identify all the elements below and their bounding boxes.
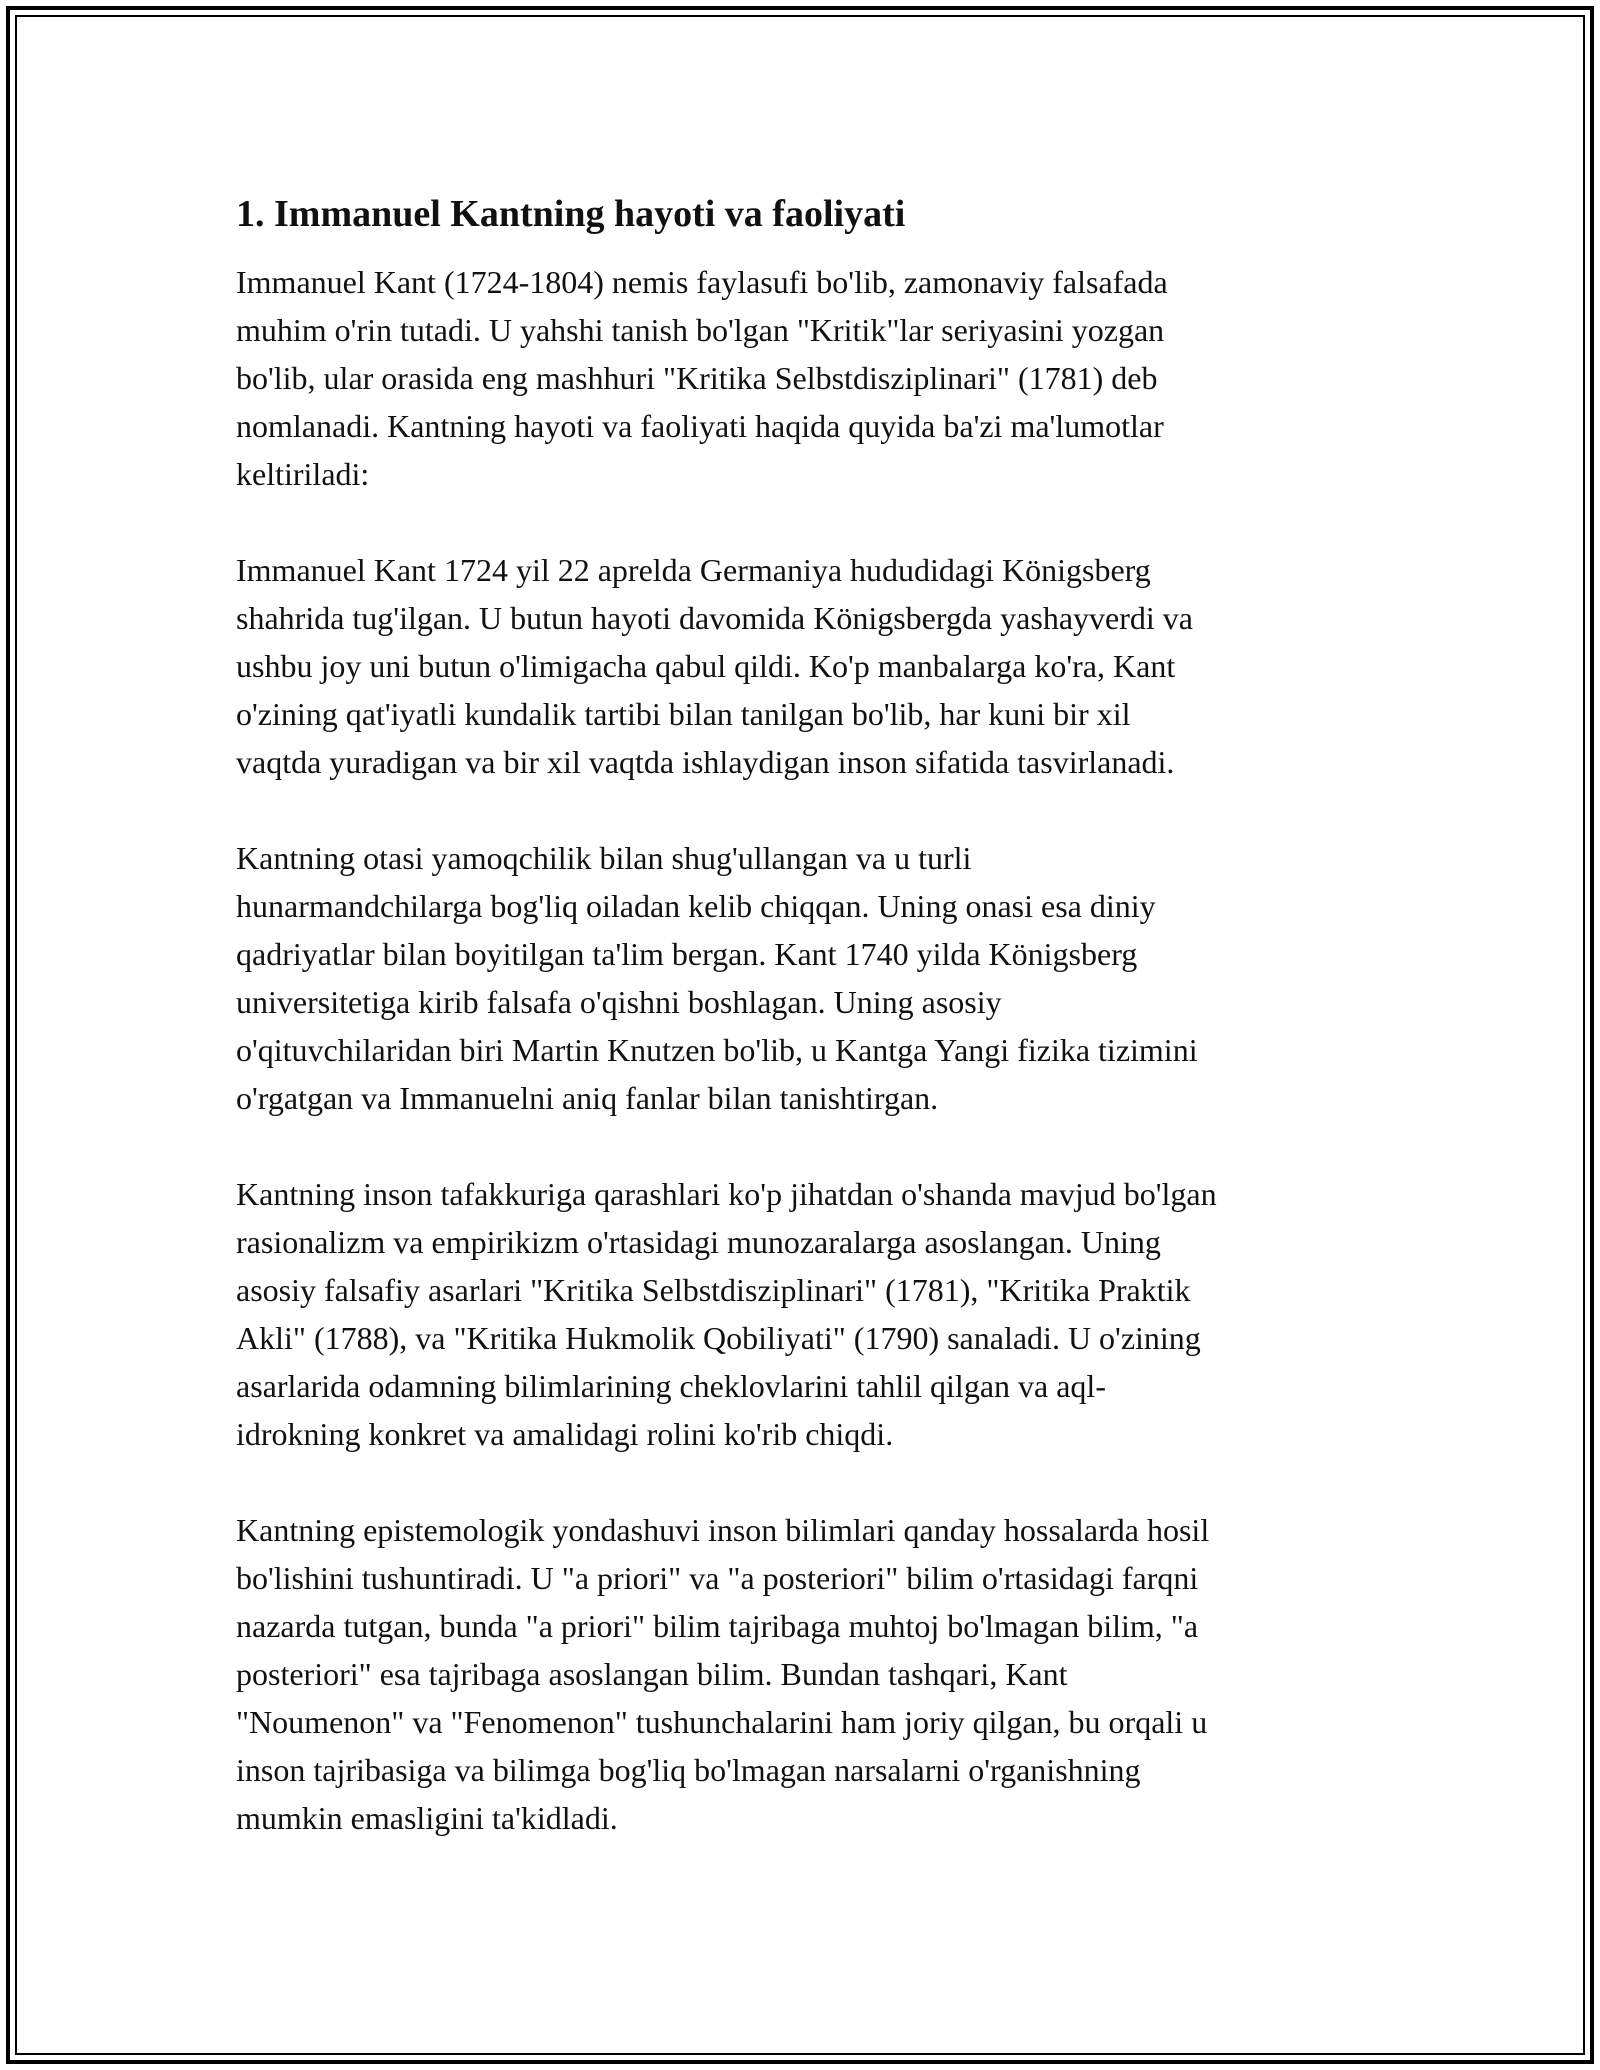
paragraph-intro: [236, 258, 1366, 498]
paragraph-birth: [236, 546, 1366, 786]
text-line: bo'lib, ular orasida eng mashhuri "Kritika Selbstdisziplinari" (1781) deb: [236, 360, 1158, 396]
text-line: hunarmandchilarga bog'liq oiladan kelib chiqqan. Uning onasi esa diniy: [236, 888, 1156, 924]
text-line: "Noumenon" va "Fenomenon" tushunchalarini ham joriy qilgan, bu orqali u: [236, 1704, 1208, 1740]
text-line: nazarda tutgan, bunda "a priori" bilim tajribaga muhtoj bo'lmagan bilim, "a: [236, 1608, 1199, 1644]
text-line: Kantning epistemologik yondashuvi inson bilimlari qanday hossalarda hosil: [236, 1512, 1210, 1548]
section-title: 1. Immanuel Kantning hayoti va faoliyati: [236, 193, 906, 235]
text-line: ushbu joy uni butun o'limigacha qabul qildi. Ko'p manbalarga ko'ra, Kant: [236, 648, 1176, 684]
text-line: vaqtda yuradigan va bir xil vaqtda ishlaydigan inson sifatida tasvirlanadi.: [236, 744, 1175, 780]
text-line: idrokning konkret va amalidagi rolini ko'rib chiqdi.: [236, 1416, 894, 1452]
text-line: mumkin emasligini ta'kidladi.: [236, 1800, 618, 1836]
text-line: Kantning inson tafakkuriga qarashlari ko'p jihatdan o'shanda mavjud bo'lgan: [236, 1176, 1217, 1212]
text-line: rasionalizm va empirikizm o'rtasidagi munozaralarga asoslangan. Uning: [236, 1224, 1161, 1260]
text-line: o'rgatgan va Immanuelni aniq fanlar bilan tanishtirgan.: [236, 1080, 939, 1116]
text-line: posteriori" esa tajribaga asoslangan bilim. Bundan tashqari, Kant: [236, 1656, 1068, 1692]
text-line: universitetiga kirib falsafa o'qishni boshlagan. Uning asosiy: [236, 984, 1002, 1020]
text-line: asarlarida odamning bilimlarining cheklovlarini tahlil qilgan va aql-: [236, 1368, 1106, 1404]
text-line: asosiy falsafiy asarlari "Kritika Selbstdisziplinari" (1781), "Kritika Praktik: [236, 1272, 1191, 1308]
paragraph-works: [236, 1170, 1366, 1458]
text-line: inson tajribasiga va bilimga bog'liq bo'lmagan narsalarni o'rganishning: [236, 1752, 1141, 1788]
text-line: bo'lishini tushuntiradi. U "a priori" va "a posteriori" bilim o'rtasidagi farqni: [236, 1560, 1199, 1596]
text-line: shahrida tug'ilgan. U butun hayoti davomida Königsbergda yashayverdi va: [236, 600, 1193, 636]
text-line: nomlanadi. Kantning hayoti va faoliyati haqida quyida ba'zi ma'lumotlar: [236, 408, 1164, 444]
text-line: Immanuel Kant (1724-1804) nemis faylasufi bo'lib, zamonaviy falsafada: [236, 264, 1168, 300]
text-line: Immanuel Kant 1724 yil 22 aprelda Germaniya hududidagi Königsberg: [236, 552, 1151, 588]
text-line: Kantning otasi yamoqchilik bilan shug'ullangan va u turli: [236, 840, 972, 876]
text-line: o'zining qat'iyatli kundalik tartibi bilan tanilgan bo'lib, har kuni bir xil: [236, 696, 1131, 732]
text-line: muhim o'rin tutadi. U yahshi tanish bo'lgan "Kritik"lar seriyasini yozgan: [236, 312, 1165, 348]
text-line: keltiriladi:: [236, 456, 370, 492]
text-line: Akli" (1788), va "Kritika Hukmolik Qobiliyati" (1790) sanaladi. U o'zining: [236, 1320, 1201, 1356]
paragraph-family-education: [236, 834, 1366, 1122]
text-line: qadriyatlar bilan boyitilgan ta'lim bergan. Kant 1740 yilda Königsberg: [236, 936, 1138, 972]
document-body: [236, 190, 1366, 1890]
paragraph-epistemology: [236, 1506, 1366, 1842]
text-line: o'qituvchilaridan biri Martin Knutzen bo'lib, u Kantga Yangi fizika tizimini: [236, 1032, 1198, 1068]
